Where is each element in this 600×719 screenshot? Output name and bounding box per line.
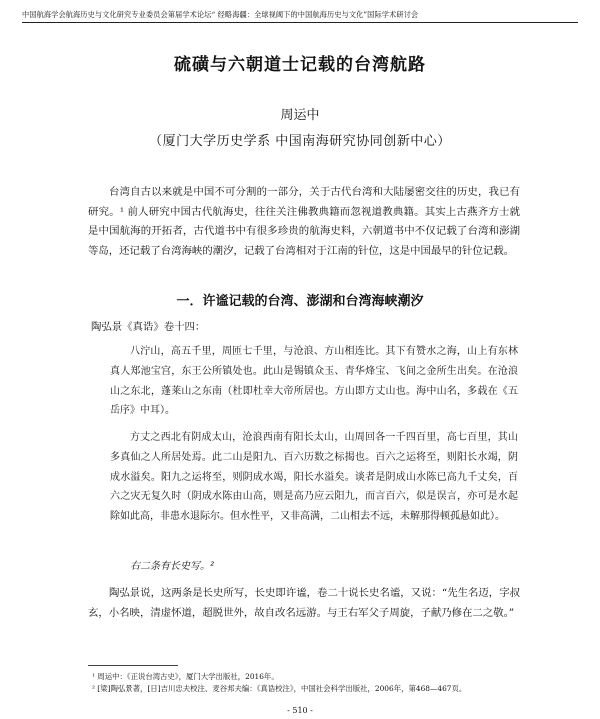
author-affiliation: （厦门大学历史学系 中国南海研究协同创新中心） xyxy=(149,134,451,149)
source-citation-line: 陶弘景《真诰》卷十四： xyxy=(91,321,206,333)
footnote: ¹ 周运中：《正说台湾古史》，厦门大学出版社，2016年。 xyxy=(92,672,279,681)
paper-title: 硫磺与六朝道士记载的台湾航路 xyxy=(174,55,426,75)
commentary-paragraph: 陶弘景说，这两条是长史所写，长史即许谧，卷二十说长史名谧，又说：“先生名迈，字叔玄，小名映，清虚怀道，超脱世外，故自改名远游。与王右军父子周旋，子献乃修在二之敬。” xyxy=(88,587,520,619)
intro-paragraph: 台湾自古以来就是中国不可分割的一部分，关于古代台湾和大陆屡密交往的历史，我已有研究。¹ 前人研究中国古代航海史，往往关注佛教典籍而忽视道教典籍。其实上古燕齐方士就是中国航海的开拓者，古代道书中有很多珍贵的航海史料，六朝道书中不仅记载了台湾和澎湖等岛，还记载了台湾海峡的潮汐，记载了台湾相对于江南的针位，这是中国最早的针位记载。 xyxy=(88,186,520,257)
quote-paragraph: 八泞山，高五千里，周匝七千里，与沧浪、方山相连比。其下有赞水之海，山上有东林真人郑池宝宫，东王公所镇处也。此山是锡镇众玉、青华烽宝、飞间之金所生出矣。在沧浪山之东北，蓬莱山之东南（杜即杜幸大帝所居也。方山即方丈山也。海中山名，多载在《五岳序》中耳）。 xyxy=(110,346,518,417)
author-name: 周运中 xyxy=(280,108,320,123)
footnote: ² [梁]陶弘景著，[日]吉川忠夫校注、麦谷邦夫编：《真诰校注》，中国社会科学出版社，2006年，第468—467页。 xyxy=(92,684,467,693)
section-heading: 一．许谧记载的台湾、澎湖和台湾海峡潮汐 xyxy=(176,294,424,309)
page-number: - 510 - xyxy=(287,706,313,715)
footnote-rule xyxy=(88,665,178,666)
header-rule xyxy=(22,22,578,23)
quote-paragraph: 方丈之西北有阴成太山，沧浪西南有阳长太山，山周回各一千四百里，高七百里，其山多真仙之人所居处焉。此二山是阳九、百六历数之标揭也。百六之运将至，则阳长水竭，阴成水溢矣。阳九之运将至，则阴成水竭，阳长水溢矣。谈者是阴成山水陈已高九千丈矣，百六之灾无复久时（阴成水陈由山高，则是高乃应云阳九，而言百六，似是误言，亦可是水起除如此高，非患水退际尔。但水性平，又非高满，二山相去不远，未解那得顿孤悬如此）。 xyxy=(110,432,518,523)
running-header: 中国航海学会航海历史与文化研究专业委员会第届学术论坛“ 经略海疆：全球视阈下的中国航海历史与文化”国际学术研讨会 xyxy=(22,10,419,19)
quote-paragraph: 右二条有长史写。² xyxy=(130,561,215,572)
